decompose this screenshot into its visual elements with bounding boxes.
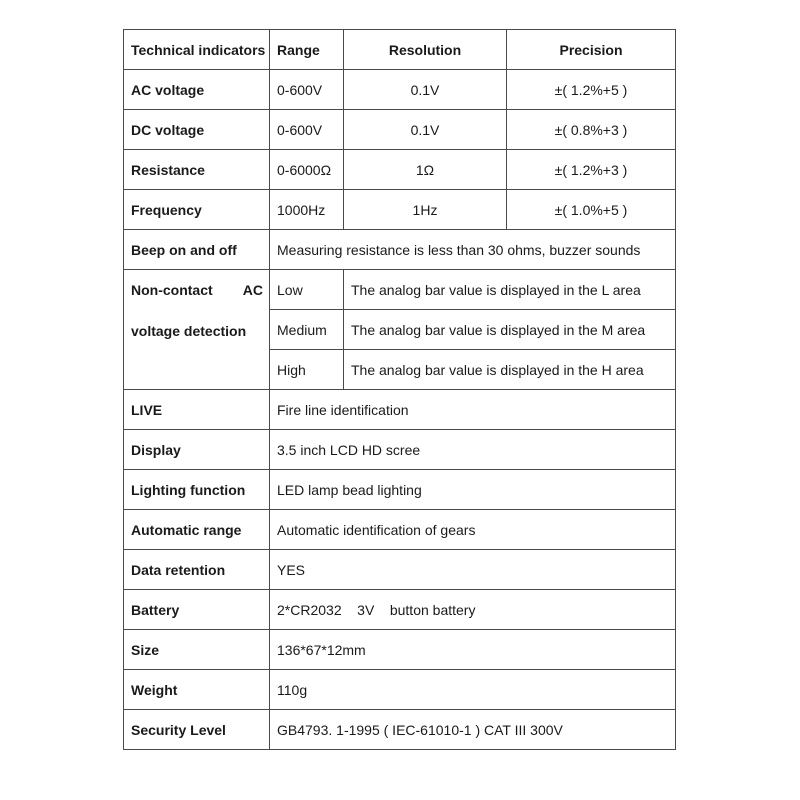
range-value: 0-600V [270,110,344,150]
table-row-dc-voltage [124,110,676,150]
row-value: 2*CR2032 3V button battery [270,590,676,630]
header-range: Range [270,30,344,70]
ncv-label-word1: Non-contact [131,282,213,298]
table-row-display [124,430,676,470]
table-row-ac-voltage [124,70,676,110]
table-row-lighting [124,470,676,510]
row-label: Beep on and off [124,230,270,270]
table-row-security-level [124,710,676,750]
table-row-beep [124,230,676,270]
ncv-level: Medium [270,310,344,350]
row-label: DC voltage [124,110,270,150]
header-precision: Precision [507,30,676,70]
row-value: YES [270,550,676,590]
row-label: Display [124,430,270,470]
table-row-weight [124,670,676,710]
resolution-value: 1Hz [344,190,507,230]
precision-value: ±( 1.0%+5 ) [507,190,676,230]
range-value: 0-6000Ω [270,150,344,190]
row-value: 110g [270,670,676,710]
row-label: Automatic range [124,510,270,550]
table-row-live [124,390,676,430]
table-row-resistance [124,150,676,190]
table-row-battery [124,590,676,630]
row-value: Fire line identification [270,390,676,430]
header-technical-indicators: Technical indicators [124,30,270,70]
resolution-value: 0.1V [344,70,507,110]
table-row-frequency [124,190,676,230]
row-value: LED lamp bead lighting [270,470,676,510]
resolution-value: 1Ω [344,150,507,190]
row-value: GB4793. 1-1995 ( IEC-61010-1 ) CAT III 300V [270,710,676,750]
precision-value: ±( 1.2%+3 ) [507,150,676,190]
ncv-level-description: The analog bar value is displayed in the L area [344,270,676,310]
table-row-size [124,630,676,670]
ncv-level: Low [270,270,344,310]
precision-value: ±( 0.8%+3 ) [507,110,676,150]
row-label: Battery [124,590,270,630]
row-value: 3.5 inch LCD HD scree [270,430,676,470]
row-label: Security Level [124,710,270,750]
row-label: LIVE [124,390,270,430]
range-value: 0-600V [270,70,344,110]
ncv-level: High [270,350,344,390]
table-row-ncv-low [124,270,676,310]
resolution-value: 0.1V [344,110,507,150]
row-label: Frequency [124,190,270,230]
ncv-label [124,270,270,390]
row-label: Weight [124,670,270,710]
row-label: Data retention [124,550,270,590]
ncv-label-line2: voltage detection [131,323,247,339]
table-row-automatic-range [124,510,676,550]
row-value: 136*67*12mm [270,630,676,670]
row-label: AC voltage [124,70,270,110]
table-row-data-retention [124,550,676,590]
table-header-row [124,30,676,70]
spec-table [123,29,676,750]
precision-value: ±( 1.2%+5 ) [507,70,676,110]
header-resolution: Resolution [344,30,507,70]
row-value: Automatic identification of gears [270,510,676,550]
ncv-level-description: The analog bar value is displayed in the H area [344,350,676,390]
beep-value: Measuring resistance is less than 30 ohms, buzzer sounds [270,230,676,270]
row-label: Size [124,630,270,670]
ncv-level-description: The analog bar value is displayed in the M area [344,310,676,350]
row-label: Lighting function [124,470,270,510]
range-value: 1000Hz [270,190,344,230]
row-label: Resistance [124,150,270,190]
ncv-label-word2: AC [242,282,263,298]
